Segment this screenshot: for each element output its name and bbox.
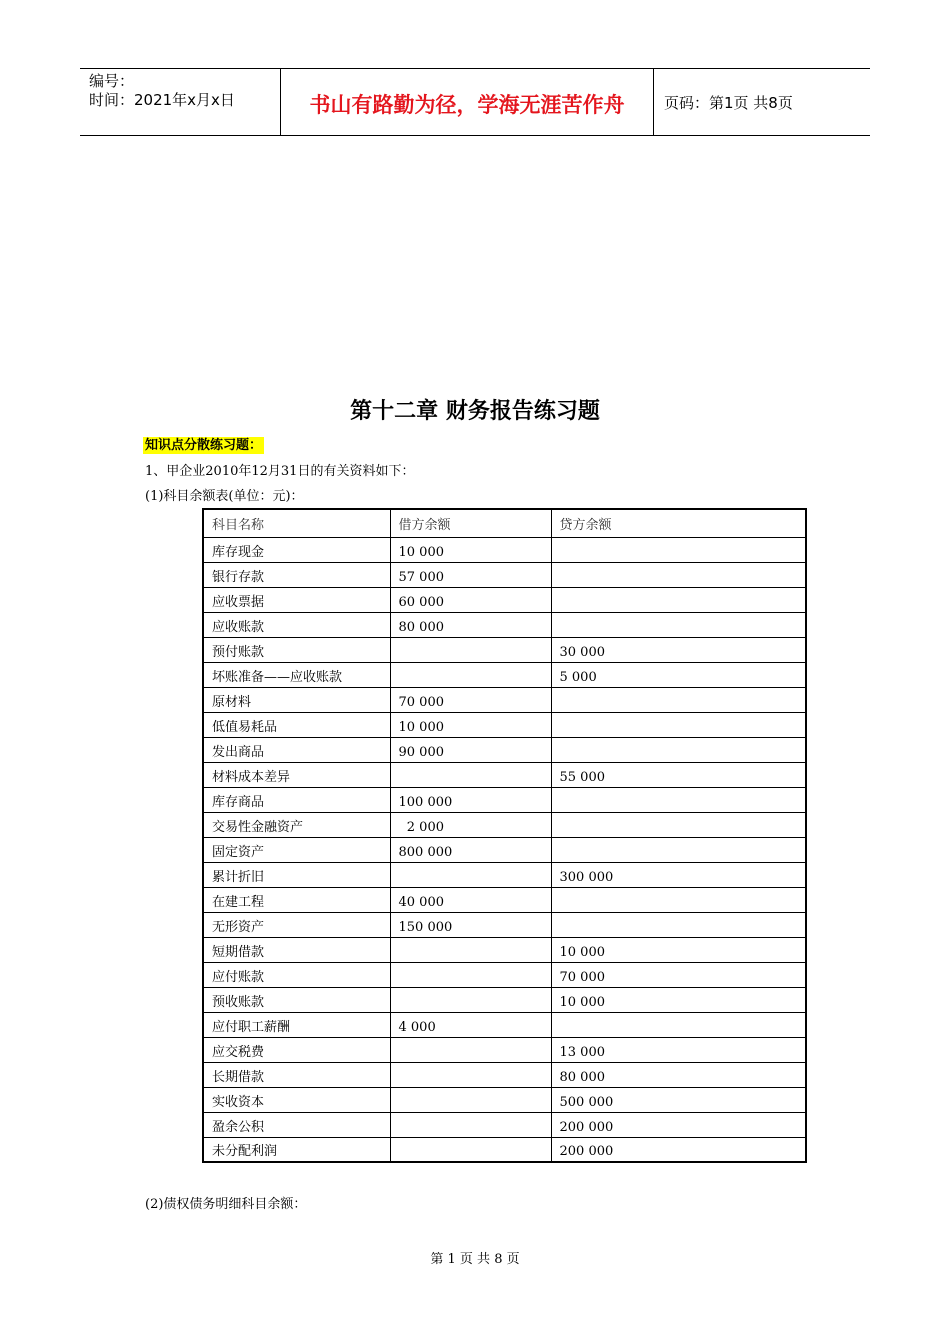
table-cell: 实收资本 <box>203 1087 390 1112</box>
document-header <box>80 68 870 136</box>
table-cell: 70 000 <box>551 962 806 987</box>
header-motto: 书山有路勤为径，学海无涯苦作舟 <box>281 69 654 135</box>
table-cell: 应收账款 <box>203 612 390 637</box>
header-page: 页码：第1页 共8页 <box>664 93 793 112</box>
table-row <box>203 1087 806 1112</box>
table-header-cell: 贷方余额 <box>551 509 806 537</box>
table-row <box>203 1037 806 1062</box>
table-cell <box>390 962 551 987</box>
header-meta <box>80 69 281 135</box>
table-cell: 材料成本差异 <box>203 762 390 787</box>
table-cell: 坏账准备——应收账款 <box>203 662 390 687</box>
table-cell <box>390 662 551 687</box>
table-cell: 10 000 <box>390 537 551 562</box>
table-cell: 固定资产 <box>203 837 390 862</box>
table-cell: 55 000 <box>551 762 806 787</box>
table-cell <box>390 1137 551 1162</box>
table-cell: 300 000 <box>551 862 806 887</box>
table-row <box>203 662 806 687</box>
table-cell: 应付职工薪酬 <box>203 1012 390 1037</box>
table-cell <box>390 987 551 1012</box>
table-cell: 200 000 <box>551 1137 806 1162</box>
table-row <box>203 737 806 762</box>
table-cell: 预收账款 <box>203 987 390 1012</box>
table-cell: 原材料 <box>203 687 390 712</box>
table-cell: 未分配利润 <box>203 1137 390 1162</box>
table-cell <box>551 887 806 912</box>
table-row <box>203 912 806 937</box>
table-row <box>203 762 806 787</box>
table-row <box>203 812 806 837</box>
table-cell: 100 000 <box>390 787 551 812</box>
table-cell: 在建工程 <box>203 887 390 912</box>
paragraph-intro: 1、甲企业2010年12月31日的有关资料如下： <box>145 464 415 479</box>
table-cell <box>390 1087 551 1112</box>
table-cell <box>390 762 551 787</box>
table-row <box>203 537 806 562</box>
header-number: 编号： <box>89 72 135 90</box>
table-cell: 银行存款 <box>203 562 390 587</box>
table-cell: 长期借款 <box>203 1062 390 1087</box>
table-row <box>203 962 806 987</box>
table-cell <box>390 862 551 887</box>
table-row <box>203 987 806 1012</box>
table-cell: 短期借款 <box>203 937 390 962</box>
table-cell: 库存商品 <box>203 787 390 812</box>
table-cell <box>551 812 806 837</box>
table-row <box>203 787 806 812</box>
table-row <box>203 1112 806 1137</box>
table-cell <box>390 1062 551 1087</box>
table-row <box>203 587 806 612</box>
table-cell: 70 000 <box>390 687 551 712</box>
table-cell: 200 000 <box>551 1112 806 1137</box>
header-time: 时间：2021年x月x日 <box>89 91 235 109</box>
table-cell <box>551 537 806 562</box>
table-cell <box>551 1012 806 1037</box>
table-cell: 150 000 <box>390 912 551 937</box>
table-cell: 累计折旧 <box>203 862 390 887</box>
table-row <box>203 1012 806 1037</box>
table-cell: 10 000 <box>551 987 806 1012</box>
section-label: 知识点分散练习题： <box>145 438 263 453</box>
table-cell: 预付账款 <box>203 637 390 662</box>
table-cell <box>551 687 806 712</box>
table-cell <box>551 737 806 762</box>
paragraph-table-caption: (1)科目余额表(单位：元)： <box>145 489 304 504</box>
table-cell: 2 000 <box>390 812 551 837</box>
table-cell: 无形资产 <box>203 912 390 937</box>
table-cell: 应交税费 <box>203 1037 390 1062</box>
table-cell: 80 000 <box>551 1062 806 1087</box>
table-cell <box>390 1037 551 1062</box>
table-row <box>203 1062 806 1087</box>
table-cell: 应收票据 <box>203 587 390 612</box>
table-row <box>203 637 806 662</box>
table-header-row <box>203 509 806 537</box>
table-cell: 10 000 <box>390 712 551 737</box>
page-title: 第十二章 财务报告练习题 <box>350 399 600 424</box>
table-cell: 40 000 <box>390 887 551 912</box>
table-cell: 57 000 <box>390 562 551 587</box>
table-cell: 盈余公积 <box>203 1112 390 1137</box>
table-cell <box>551 612 806 637</box>
table-row <box>203 887 806 912</box>
table-row <box>203 562 806 587</box>
table-row <box>203 687 806 712</box>
table-cell <box>390 937 551 962</box>
table-cell: 应付账款 <box>203 962 390 987</box>
table-cell <box>551 562 806 587</box>
table-cell: 60 000 <box>390 587 551 612</box>
page-footer: 第 1 页 共 8 页 <box>430 1252 520 1267</box>
table-cell <box>551 912 806 937</box>
table-header-cell: 科目名称 <box>203 509 390 537</box>
table-cell <box>551 587 806 612</box>
table-cell: 4 000 <box>390 1012 551 1037</box>
table-cell: 5 000 <box>551 662 806 687</box>
table-row <box>203 837 806 862</box>
table-cell: 30 000 <box>551 637 806 662</box>
table-cell: 500 000 <box>551 1087 806 1112</box>
table-cell <box>390 1112 551 1137</box>
table-cell: 90 000 <box>390 737 551 762</box>
table-cell: 10 000 <box>551 937 806 962</box>
table-cell <box>551 712 806 737</box>
table-row <box>203 937 806 962</box>
table-cell: 低值易耗品 <box>203 712 390 737</box>
table-cell <box>551 837 806 862</box>
table-cell <box>390 637 551 662</box>
table-cell: 13 000 <box>551 1037 806 1062</box>
table-cell: 库存现金 <box>203 537 390 562</box>
table-row <box>203 612 806 637</box>
table-header-cell: 借方余额 <box>390 509 551 537</box>
table-cell: 发出商品 <box>203 737 390 762</box>
table-row <box>203 862 806 887</box>
table-cell: 80 000 <box>390 612 551 637</box>
balance-table <box>202 508 807 1163</box>
table-cell <box>551 787 806 812</box>
table-cell: 交易性金融资产 <box>203 812 390 837</box>
table-row <box>203 712 806 737</box>
table-row <box>203 1137 806 1162</box>
table-cell: 800 000 <box>390 837 551 862</box>
paragraph-detail-caption: (2)债权债务明细科目余额： <box>145 1197 307 1212</box>
